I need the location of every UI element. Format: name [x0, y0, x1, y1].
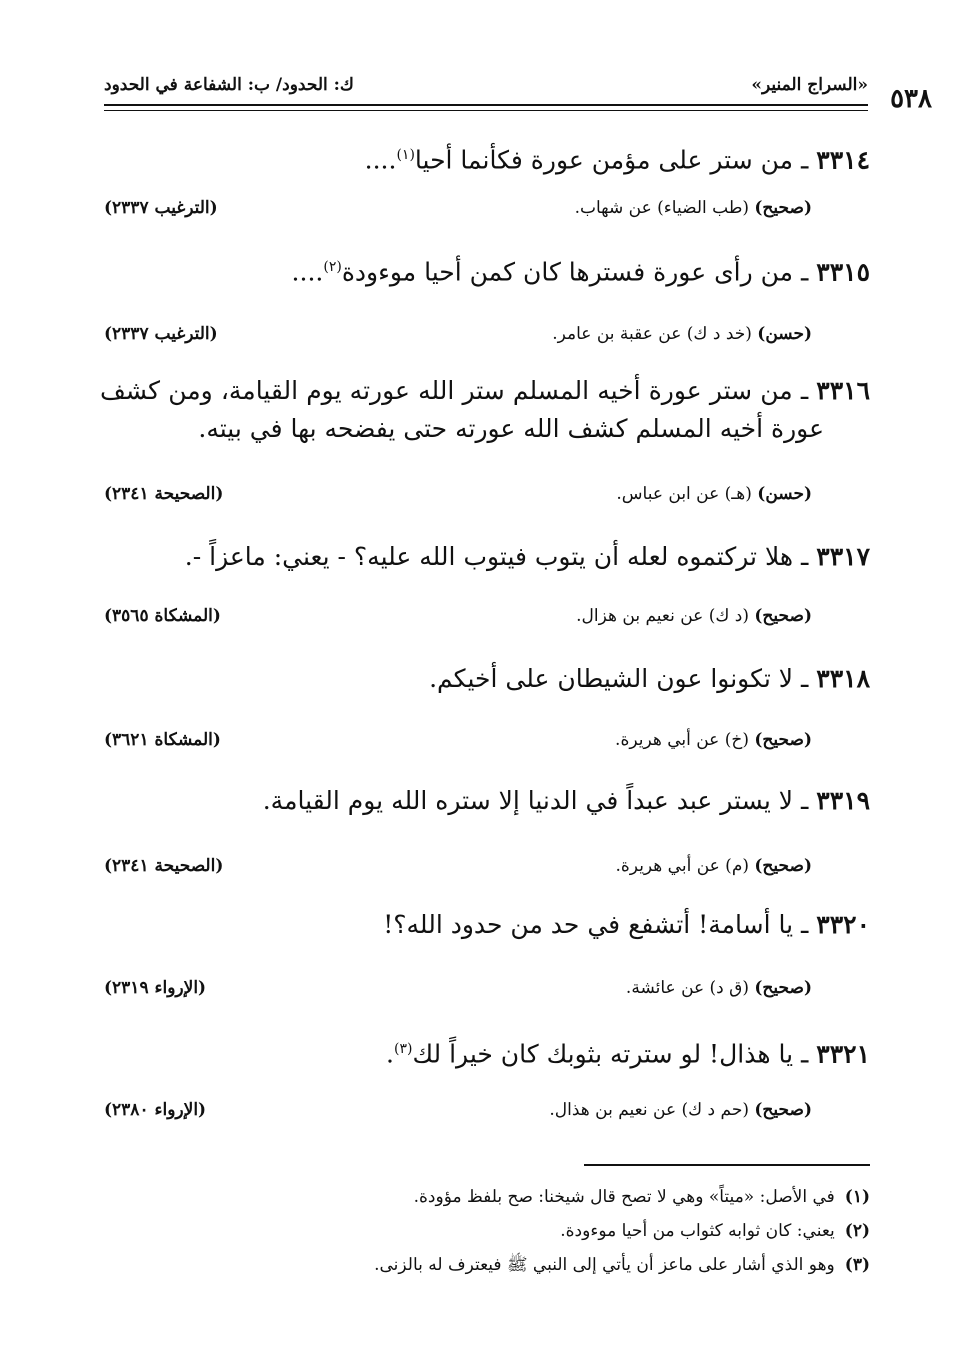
- hadith-number: ٣٣١٥: [816, 257, 870, 287]
- footnote-text: في الأصل: «ميتاً» وهي لا تصح قال شيخنا: صح بلفظ مؤودة.: [413, 1187, 835, 1207]
- grade: (صحيح): [754, 606, 812, 626]
- hadith-trailing: .: [386, 1039, 394, 1069]
- hadith-number: ٣٣٢١: [816, 1039, 870, 1069]
- footnote-number: (٢): [844, 1221, 870, 1241]
- hadith-text: لا تكونوا عون الشيطان على أخيكم.: [429, 664, 794, 693]
- hadith-source: [104, 856, 812, 876]
- hadith-text: من ستر على مؤمن عورة فكأنما أحيا: [414, 145, 794, 175]
- hadith-number: ٣٣٢٠: [816, 910, 870, 939]
- hadith-number: ٣٣١٩: [816, 786, 870, 815]
- narrator: (هـ) عن ابن عباس.: [616, 484, 752, 504]
- narrator: (خ) عن أبي هريرة.: [615, 730, 749, 750]
- hadith-number: ٣٣١٨: [816, 664, 870, 693]
- narrator: (د ك) عن نعيم بن هزال.: [576, 606, 749, 626]
- hadith-source: [104, 730, 812, 750]
- footnote-number: (٣): [844, 1255, 870, 1275]
- hadith-dash: ـ: [801, 257, 809, 287]
- hadith-entry: [100, 538, 870, 576]
- source-ref: [432, 324, 812, 344]
- grade: (صحيح): [754, 198, 812, 218]
- hadith-number: ٣٣١٧: [816, 542, 870, 571]
- hadith-entry: [100, 660, 870, 698]
- hadith-dash: ـ: [801, 786, 809, 815]
- hadith-dash: ـ: [801, 664, 809, 693]
- narrator: (طب الضياء) عن شهاب.: [574, 198, 749, 218]
- footnote-text: يعني: كان ثوابه كثواب من أحيا موءودة.: [560, 1221, 835, 1241]
- source-ref: [432, 198, 812, 218]
- source-ref: [432, 606, 812, 626]
- footnote-mark: (٢): [323, 259, 342, 275]
- hadith-entry: [100, 1030, 870, 1073]
- hadith-entry: [100, 136, 870, 179]
- hadith-text: هلا تركتموه لعله أن يتوب فيتوب الله عليه؟ - يعني: ماعزاً -.: [184, 542, 794, 571]
- cross-reference: (المشكاة ٣٥٦٥): [104, 606, 221, 626]
- hadith-entry: [100, 906, 870, 944]
- hadith-entry: [100, 248, 870, 291]
- footnote-number: (١): [844, 1187, 870, 1207]
- hadith-line: [100, 372, 870, 410]
- source-ref: [432, 730, 812, 750]
- cross-reference: (الإرواء ٢٣٨٠): [104, 1100, 207, 1120]
- grade: (حسن): [757, 484, 812, 504]
- hadith-source: [104, 1100, 812, 1120]
- hadith-text: عورة أخيه المسلم كشف الله عورته حتى يفضحه بها في بيته.: [198, 414, 824, 443]
- source-ref: [432, 978, 812, 998]
- hadith-source: [104, 198, 812, 218]
- source-ref: [432, 1100, 812, 1120]
- header-rule-thin: [104, 110, 868, 111]
- hadith-text: يا هذال! لو سترته بثوبك كان خيراً لك: [412, 1039, 794, 1069]
- hadith-text: من ستر عورة أخيه المسلم ستر الله عورته يوم القيامة، ومن كشف: [100, 376, 793, 405]
- source-ref: [432, 484, 812, 504]
- footnotes: [104, 1180, 870, 1282]
- header-rule-thick: [104, 104, 868, 106]
- hadith-source: [104, 324, 812, 344]
- footnote: [104, 1248, 870, 1282]
- narrator: (م) عن أبي هريرة.: [615, 856, 749, 876]
- hadith-source: [104, 978, 812, 998]
- footnote-text: وهو الذي أشار على ماعز أن يأتي إلى النبي ﷺ فيعترف له بالزنى.: [374, 1255, 835, 1275]
- cross-reference: (الإرواء ٢٣١٩): [104, 978, 207, 998]
- hadith-entry: [100, 782, 870, 820]
- footnote: [104, 1180, 870, 1214]
- hadith-source: [104, 484, 812, 504]
- footnote: [104, 1214, 870, 1248]
- hadith-text: لا يستر عبد عبداً في الدنيا إلا ستره الله يوم القيامة.: [262, 786, 794, 815]
- grade: (صحيح): [754, 1100, 812, 1120]
- cross-reference: (الترغيب ٢٣٣٧): [104, 198, 218, 218]
- footnote-rule: [584, 1164, 870, 1166]
- footnote-mark: (١): [396, 147, 415, 163]
- hadith-source: [104, 606, 812, 626]
- source-ref: [432, 856, 812, 876]
- hadith-dash: ـ: [801, 1039, 809, 1069]
- footnote-mark: (٣): [393, 1041, 413, 1057]
- page-number: ٥٣٨: [890, 84, 932, 114]
- hadith-number: ٣٣١٤: [816, 145, 870, 175]
- hadith-dash: ـ: [801, 910, 809, 939]
- hadith-text: من رأى عورة فسترها كان كمن أحيا موءودة: [341, 257, 794, 287]
- hadith-number: ٣٣١٦: [816, 376, 870, 405]
- hadith-dash: ـ: [800, 376, 809, 405]
- hadith-dash: ـ: [801, 145, 809, 175]
- hadith-trailing: ....: [291, 257, 324, 287]
- cross-reference: (الصحيحة ٢٣٤١): [104, 484, 224, 504]
- book-title: «السراج المنير»: [751, 75, 868, 95]
- narrator: (حم د ك) عن نعيم بن هذال.: [549, 1100, 749, 1120]
- narrator: (ق د) عن عائشة.: [625, 978, 749, 998]
- grade: (حسن): [757, 324, 812, 344]
- running-head: [104, 70, 868, 100]
- hadith-dash: ـ: [801, 542, 809, 571]
- narrator: (خد د ك) عن عقبة بن عامر.: [552, 324, 752, 344]
- grade: (صحيح): [754, 978, 812, 998]
- cross-reference: (الصحيحة ٢٣٤١): [104, 856, 224, 876]
- hadith-text: يا أسامة! أتشفع في حد من حدود الله؟!: [383, 910, 794, 939]
- cross-reference: (الترغيب ٢٣٣٧): [104, 324, 218, 344]
- hadith-entry: [100, 372, 870, 448]
- hadith-line: [100, 410, 870, 448]
- section-title: ك: الحدود/ ب: الشفاعة في الحدود: [104, 75, 354, 95]
- grade: (صحيح): [754, 730, 812, 750]
- grade: (صحيح): [754, 856, 812, 876]
- cross-reference: (المشكاة ٣٦٢١): [104, 730, 221, 750]
- hadith-trailing: ....: [364, 145, 397, 175]
